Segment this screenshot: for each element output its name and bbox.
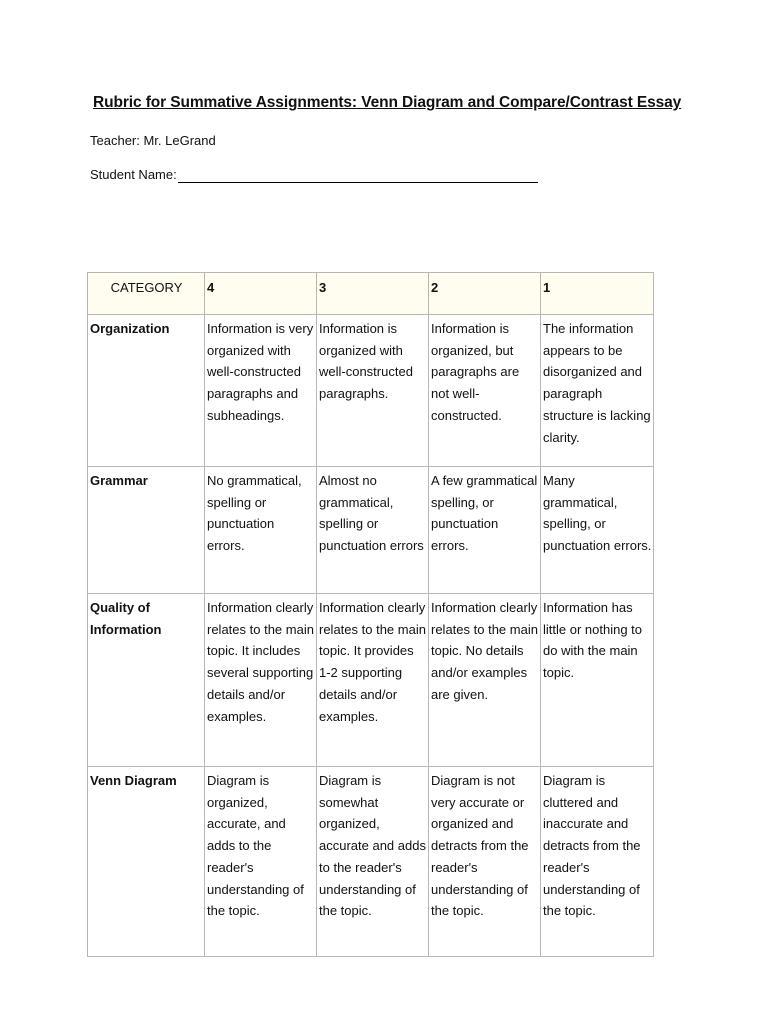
table-cell: Diagram is not very accurate or organized and detracts from the reader's understanding of the topic. <box>429 767 541 957</box>
table-cell: The information appears to be disorganized and paragraph structure is lacking clarity. <box>541 315 654 467</box>
table-row <box>88 767 654 957</box>
table-cell: Information clearly relates to the main topic. It provides 1-2 supporting details and/or examples. <box>317 594 429 767</box>
student-name-blank <box>178 167 538 183</box>
table-cell: Information is very organized with well-constructed paragraphs and subheadings. <box>205 315 317 467</box>
table-row <box>88 315 654 467</box>
student-name-line <box>90 167 538 183</box>
header-row <box>88 273 654 315</box>
category-quality-of-information: Quality of Information <box>88 594 205 767</box>
table-cell: Almost no grammatical, spelling or punctuation errors <box>317 467 429 594</box>
table-cell: Information clearly relates to the main topic. It includes several supporting details and/or examples. <box>205 594 317 767</box>
header-score-2: 2 <box>429 273 541 315</box>
header-category: CATEGORY <box>88 273 205 315</box>
table-cell: A few grammatical spelling, or punctuation errors. <box>429 467 541 594</box>
category-venn-diagram: Venn Diagram <box>88 767 205 957</box>
table-cell: Information has little or nothing to do with the main topic. <box>541 594 654 767</box>
table-cell: No grammatical, spelling or punctuation errors. <box>205 467 317 594</box>
table-cell: Many grammatical, spelling, or punctuation errors. <box>541 467 654 594</box>
table-row <box>88 467 654 594</box>
category-organization: Organization <box>88 315 205 467</box>
table-cell: Information is organized, but paragraphs are not well-constructed. <box>429 315 541 467</box>
table-cell: Diagram is cluttered and inaccurate and detracts from the reader's understanding of the topic. <box>541 767 654 957</box>
table-cell: Diagram is organized, accurate, and adds to the reader's understanding of the topic. <box>205 767 317 957</box>
table-cell: Information is organized with well-constructed paragraphs. <box>317 315 429 467</box>
table-cell: Information clearly relates to the main topic. No details and/or examples are given. <box>429 594 541 767</box>
table-row <box>88 594 654 767</box>
rubric-table <box>87 272 654 957</box>
document-title: Rubric for Summative Assignments: Venn Diagram and Compare/Contrast Essay <box>93 94 682 111</box>
header-score-3: 3 <box>317 273 429 315</box>
student-name-label: Student Name: <box>90 167 177 182</box>
teacher-line: Teacher: Mr. LeGrand <box>90 133 216 148</box>
header-score-4: 4 <box>205 273 317 315</box>
category-grammar: Grammar <box>88 467 205 594</box>
header-score-1: 1 <box>541 273 654 315</box>
table-cell: Diagram is somewhat organized, accurate and adds to the reader's understanding of the topic. <box>317 767 429 957</box>
